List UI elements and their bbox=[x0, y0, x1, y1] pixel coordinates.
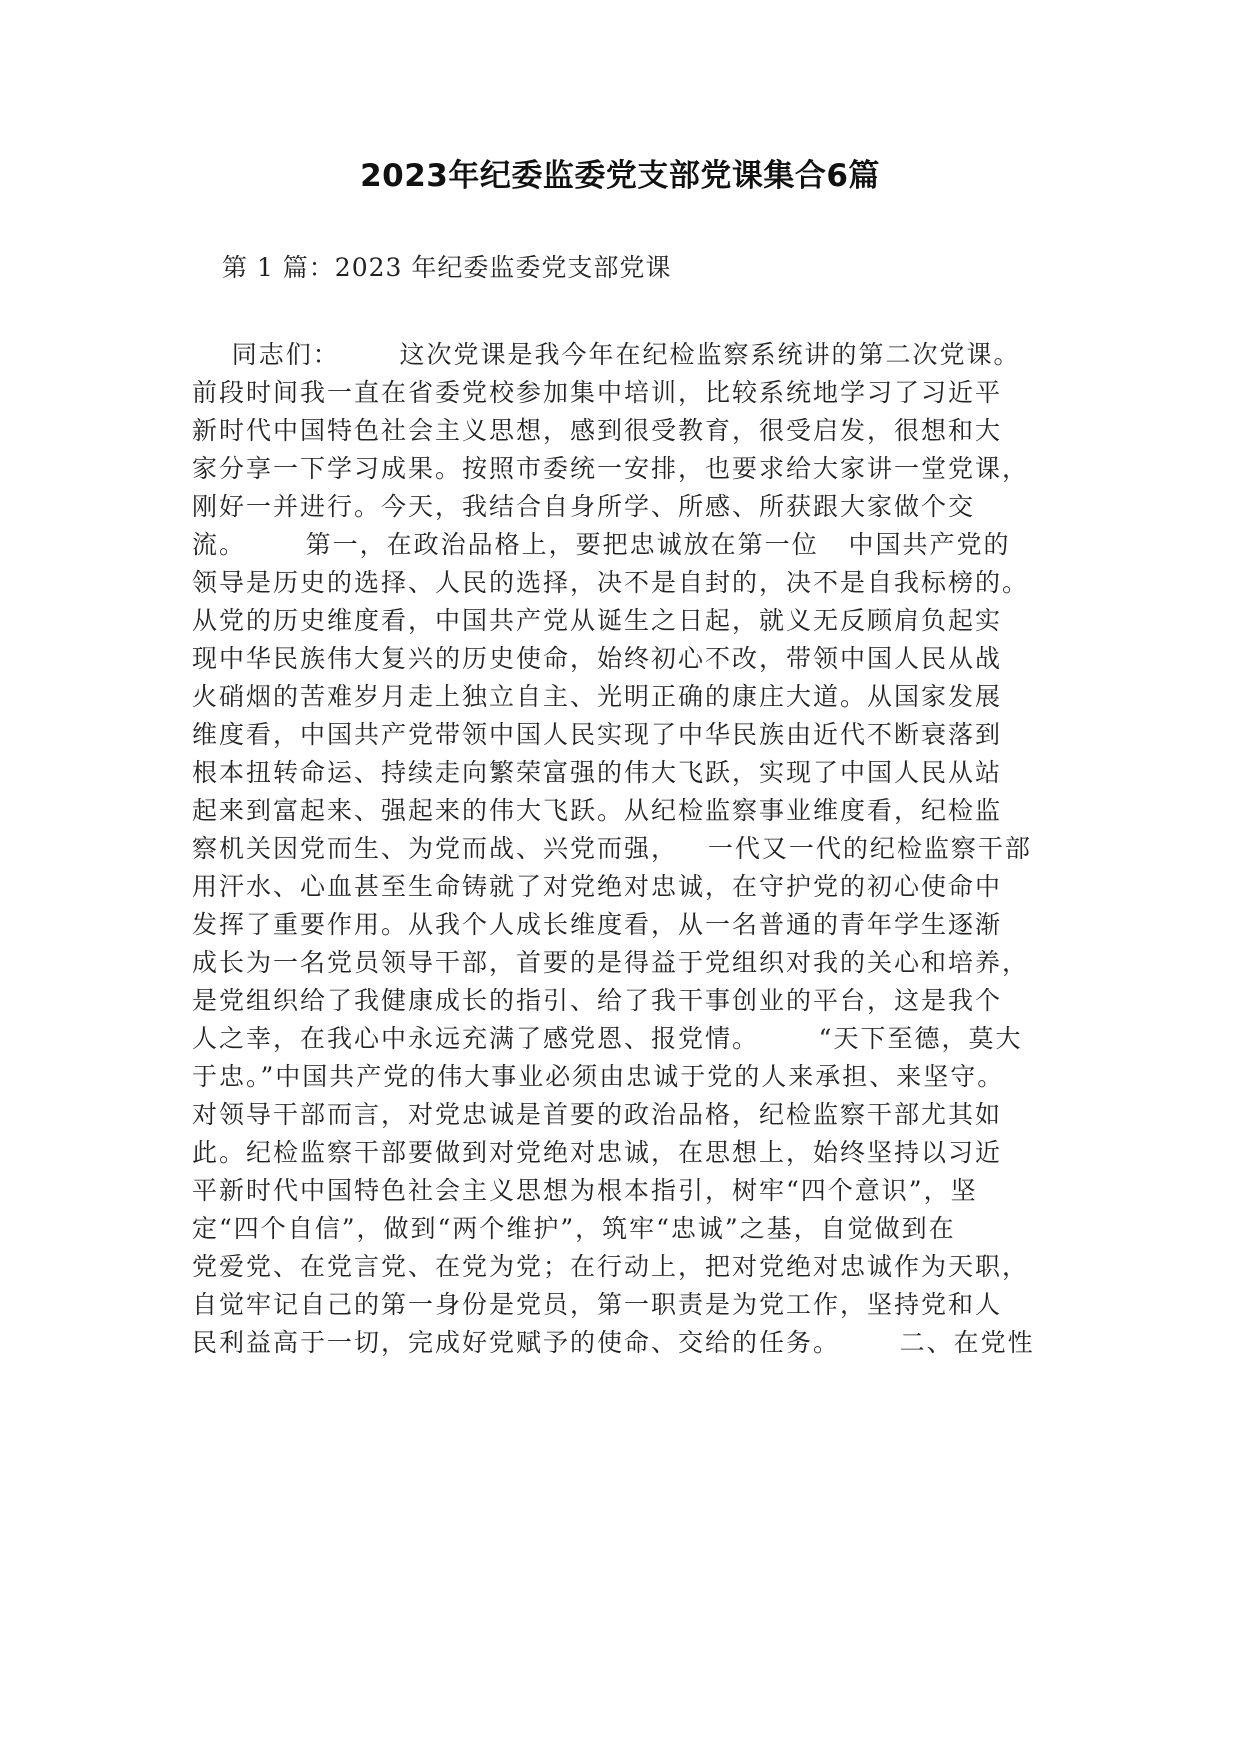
text-line: 对领导干部而言，对党忠诚是首要的政治品格，纪检监察干部尤其如 bbox=[192, 1100, 1003, 1129]
document-title: 2023年纪委监委党支部党课集合6篇 bbox=[360, 158, 880, 194]
text-line: 起来到富起来、强起来的伟大飞跃。从纪检监察事业维度看，纪检监 bbox=[192, 796, 1003, 825]
text-line: 流。 第一，在政治品格上，要把忠诚放在第一位 中国共产党的 bbox=[192, 530, 1011, 559]
section-heading: 第 1 篇：2023 年纪委监委党支部党课 bbox=[222, 253, 672, 282]
text-line: 新时代中国特色社会主义思想，感到很受教育，很受启发，很想和大 bbox=[192, 416, 1003, 445]
text-line: 是党组织给了我健康成长的指引、给了我干事创业的平台，这是我个 bbox=[192, 986, 1003, 1015]
text-line: 从党的历史维度看，中国共产党从诞生之日起，就义无反顾肩负起实 bbox=[192, 606, 1003, 635]
text-line: 前段时间我一直在省委党校参加集中培训，比较系统地学习了习近平 bbox=[192, 378, 1003, 407]
text-line: 现中华民族伟大复兴的历史使命，始终初心不改，带领中国人民从战 bbox=[192, 644, 1003, 673]
text-line: 用汗水、心血甚至生命铸就了对党绝对忠诚，在守护党的初心使命中 bbox=[192, 872, 1003, 901]
text-line: 自觉牢记自己的第一身份是党员，第一职责是为党工作，坚持党和人 bbox=[192, 1290, 1003, 1319]
text-line: 党爱党、在党言党、在党为党；在行动上，把对党绝对忠诚作为天职， bbox=[192, 1252, 1030, 1281]
text-line: 维度看，中国共产党带领中国人民实现了中华民族由近代不断衰落到 bbox=[192, 720, 1003, 749]
text-line: 发挥了重要作用。从我个人成长维度看，从一名普通的青年学生逐渐 bbox=[192, 910, 1003, 939]
body-text bbox=[192, 336, 1052, 1362]
text-line: 察机关因党而生、为党而战、兴党而强， 一代又一代的纪检监察干部 bbox=[192, 834, 1032, 863]
text-line: 人之幸，在我心中永远充满了感党恩、报党情。 “天下至德，莫大 bbox=[192, 1024, 1023, 1053]
text-line: 刚好一并进行。今天，我结合自身所学、所感、所获跟大家做个交 bbox=[192, 492, 976, 521]
text-line: 同志们： 这次党课是我今年在纪检监察系统讲的第二次党课。 bbox=[192, 340, 1021, 369]
text-line: 家分享一下学习成果。按照市委统一安排，也要求给大家讲一堂党课， bbox=[192, 454, 1030, 483]
text-line: 于忠。”中国共产党的伟大事业必须由忠诚于党的人来承担、来坚守。 bbox=[192, 1062, 1005, 1091]
text-line: 根本扭转命运、持续走向繁荣富强的伟大飞跃，实现了中国人民从站 bbox=[192, 758, 1003, 787]
text-line: 火硝烟的苦难岁月走上独立自主、光明正确的康庄大道。从国家发展 bbox=[192, 682, 1003, 711]
text-line: 定“四个自信”，做到“两个维护”，筑牢“忠诚”之基，自觉做到在 bbox=[192, 1214, 956, 1243]
text-line: 民利益高于一切，完成好党赋予的使命、交给的任务。 二、在党性 bbox=[192, 1328, 1035, 1357]
text-line: 成长为一名党员领导干部，首要的是得益于党组织对我的关心和培养， bbox=[192, 948, 1030, 977]
text-line: 领导是历史的选择、人民的选择，决不是自封的，决不是自我标榜的。 bbox=[192, 568, 1030, 597]
text-line: 平新时代中国特色社会主义思想为根本指引，树牢“四个意识”，坚 bbox=[192, 1176, 978, 1205]
text-line: 此。纪检监察干部要做到对党绝对忠诚，在思想上，始终坚持以习近 bbox=[192, 1138, 1003, 1167]
